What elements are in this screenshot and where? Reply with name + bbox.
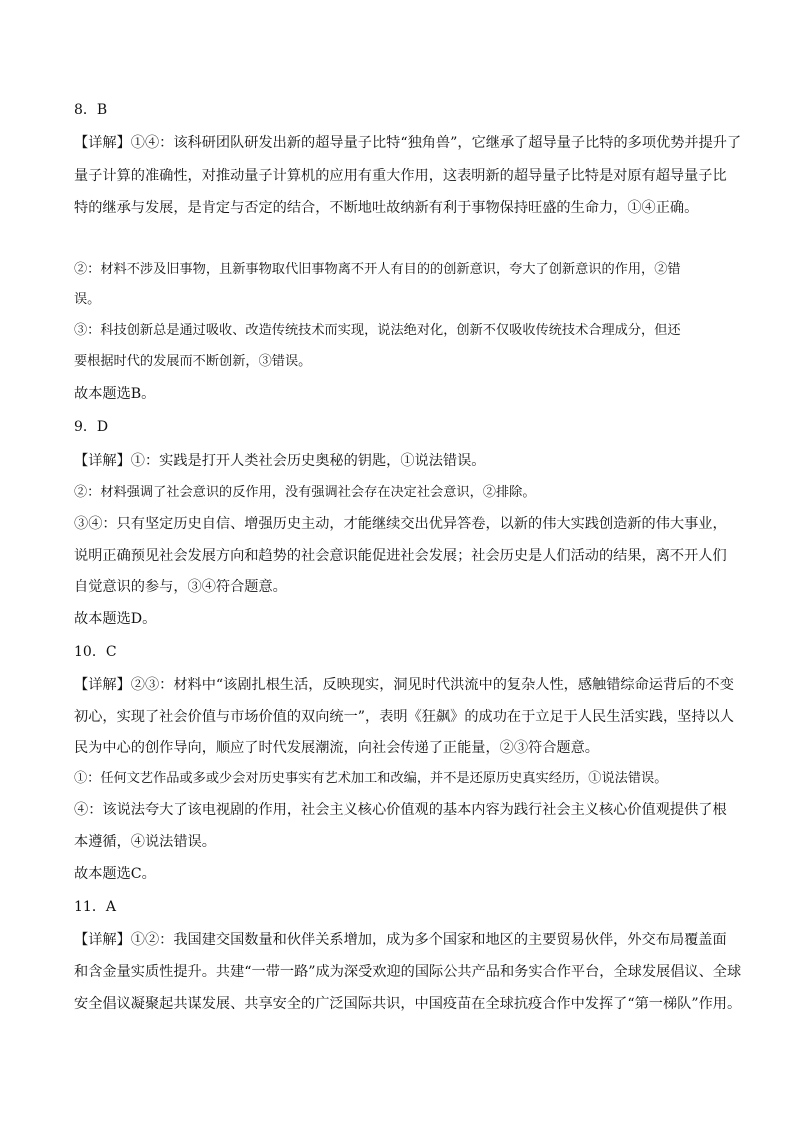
question-8-answer: 8．B xyxy=(74,102,108,118)
q8-explanation-line-5: 误。 xyxy=(74,292,101,307)
q9-explanation-line-1: 【详解】①：实践是打开人类社会历史奥秘的钥匙，①说法错误。 xyxy=(74,453,486,469)
q8-explanation-line-2: 量子计算的准确性，对推动量子计算机的应用有重大作用，这表明新的超导量子比特是对原有超导量子比 xyxy=(74,168,727,184)
q11-explanation-line-3: 安全倡议凝聚起共谋发展、共享安全的广泛国际共识，中国疫苗在全球抗疫合作中发挥了“第一梯队”作用。 xyxy=(74,996,742,1012)
q8-explanation-line-6: ③：科技创新总是通过吸收、改造传统技术而实现，说法绝对化，创新不仅吸收传统技术合理成分，但还 xyxy=(74,323,681,338)
q9-conclusion: 故本题选D。 xyxy=(74,611,157,627)
q10-explanation-line-4: ①：任何文艺作品或多或少会对历史事实有艺术加工和改编，并不是还原历史真实经历，①说法错误。 xyxy=(74,771,668,786)
question-9-answer: 9．D xyxy=(74,419,109,435)
q8-explanation-line-7: 要根据时代的发展而不断创新，③错误。 xyxy=(74,354,312,369)
q11-explanation-line-2: 和含金量实质性提升。共建“一带一路”成为深受欢迎的国际公共产品和务实合作平台，全球发展倡议、全球 xyxy=(74,964,742,980)
q11-explanation-line-1: 【详解】①②：我国建交国数量和伙伴关系增加，成为多个国家和地区的主要贸易伙伴，外交布局覆盖面 xyxy=(74,932,727,948)
question-10-answer: 10．C xyxy=(74,644,117,660)
q9-explanation-line-3: ③④：只有坚定历史自信、增强历史主动，才能继续交出优异答卷，以新的伟大实践创造新的伟大事业， xyxy=(74,516,727,532)
q8-explanation-line-4: ②：材料不涉及旧事物，且新事物取代旧事物离不开人有目的的创新意识，夸大了创新意识的作用，②错 xyxy=(74,262,681,277)
q10-explanation-line-3: 民为中心的创作导向，顺应了时代发展潮流，向社会传递了正能量，②③符合题意。 xyxy=(74,740,599,756)
question-11-answer: 11．A xyxy=(74,899,116,915)
q9-explanation-line-5: 自觉意识的参与，③④符合题意。 xyxy=(74,579,287,595)
q10-explanation-line-2: 初心，实现了社会价值与市场价值的双向统一”，表明《狂飙》的成功在于立足于人民生活实践，坚持以人 xyxy=(74,709,734,725)
q8-conclusion: 故本题选B。 xyxy=(74,386,156,402)
q10-explanation-line-5: ④：该说法夸大了该电视剧的作用，社会主义核心价值观的基本内容为践行社会主义核心价值观提供了根 xyxy=(74,802,727,818)
q9-explanation-line-2: ②：材料强调了社会意识的反作用，没有强调社会存在决定社会意识，②排除。 xyxy=(74,485,536,500)
q10-explanation-line-6: 本遵循，④说法错误。 xyxy=(74,834,216,850)
q8-explanation-line-1: 【详解】①④：该科研团队研发出新的超导量子比特“独角兽”，它继承了超导量子比特的多项优势并提升了 xyxy=(74,135,742,151)
q9-explanation-line-4: 说明正确预见社会发展方向和趋势的社会意识能促进社会发展；社会历史是人们活动的结果，离不开人们 xyxy=(74,548,727,564)
q10-conclusion: 故本题选C。 xyxy=(74,866,156,882)
q10-explanation-line-1: 【详解】②③：材料中“该剧扎根生活，反映现实，洞见时代洪流中的复杂人性，感触错综命运背后的不变 xyxy=(74,677,734,693)
q8-explanation-line-3: 特的继承与发展，是肯定与否定的结合，不断地吐故纳新有利于事物保持旺盛的生命力，①④正确。 xyxy=(74,200,699,216)
